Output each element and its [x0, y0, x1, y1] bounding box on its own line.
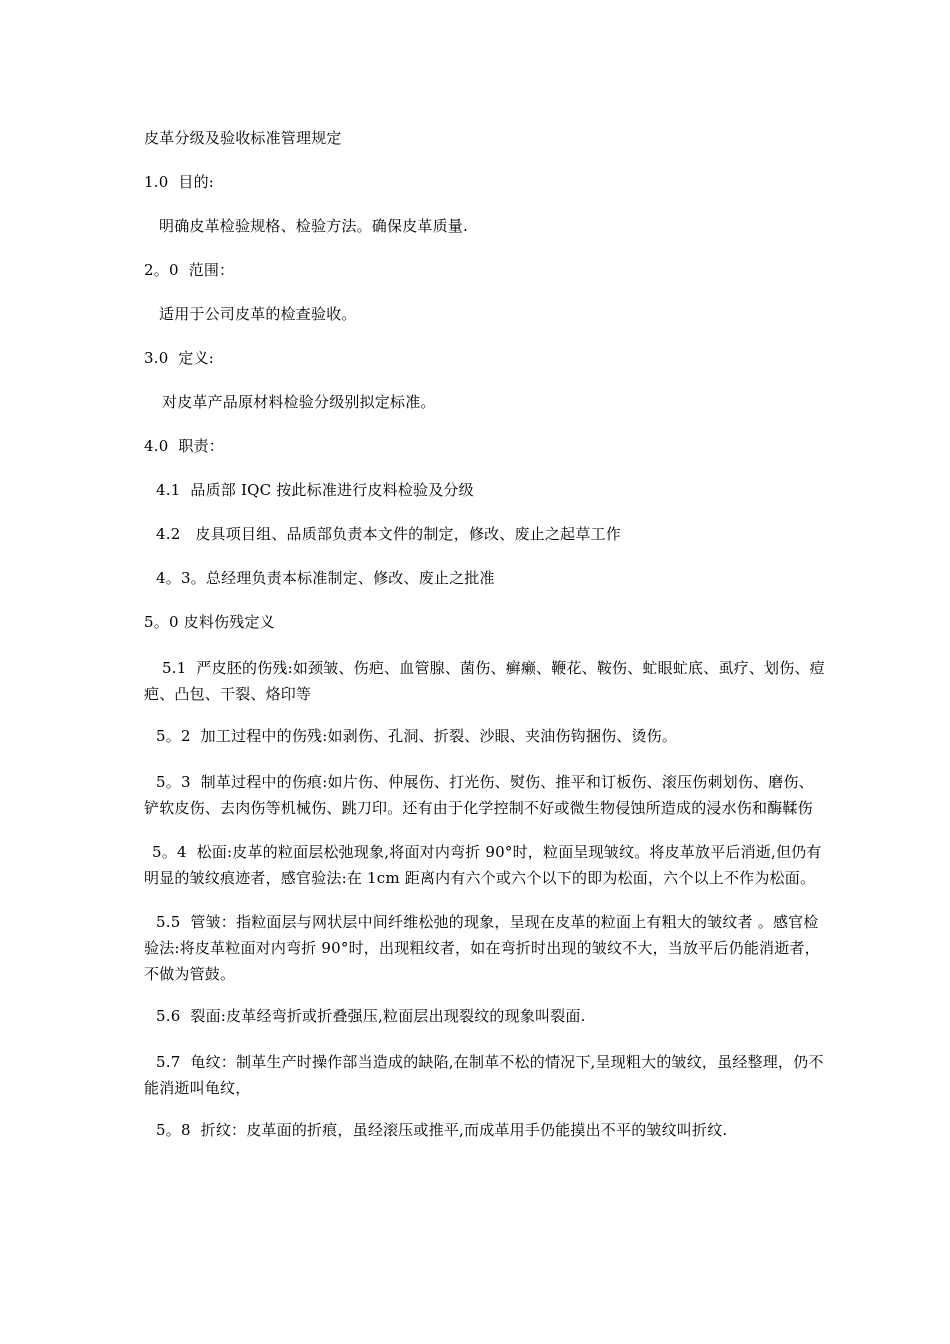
clause-4-1: 4.1 品质部 IQC 按此标准进行皮料检验及分级 — [156, 481, 474, 499]
clause-4-2: 4.2 皮具项目组、品质部负责本文件的制定，修改、废止之起草工作 — [156, 525, 621, 543]
document-body — [144, 127, 828, 1163]
clause-5-1: 5.1 严皮胚的伤残:如颈皱、伤疤、血管腺、菌伤、癣癞、鞭花、鞍伤、虻眼虻底、虱疗、划伤、痘疤、凸包、干裂、烙印等 — [144, 659, 825, 703]
section-heading-purpose: 1.0 目的: — [144, 173, 215, 191]
clause-5-4: 5。4 松面:皮革的粒面层松弛现象,将面对内弯折 90°时，粒面呈现皱纹。将皮革放平后消逝,但仍有明显的皱纹痕迹者，感官验法:在 1cm 距离内有六个或六个以下的即为松面，六个以上不作为松面。 — [144, 843, 822, 887]
section-heading-responsibilities: 4.0 职责： — [144, 437, 224, 455]
section-heading-definition: 3.0 定义: — [144, 349, 215, 367]
clause-5-5: 5.5 管皱：指粒面层与网状层中间纤维松弛的现象，呈现在皮革的粒面上有粗大的皱纹者 。感官检验法:将皮革粒面对内弯折 90°时，出现粗纹者，如在弯折时出现的皱纹不大，当放平后仍能消逝者，不做为管鼓。 — [144, 913, 820, 983]
clause-5-7: 5.7 龟纹：制革生产时操作部当造成的缺陷,在制革不松的情况下,呈现粗大的皱纹，虽经整理，仍不能消逝叫龟纹， — [144, 1053, 824, 1097]
paragraph-scope: 适用于公司皮革的检查验收。 — [159, 305, 357, 323]
paragraph-definition: 对皮革产品原材料检验分级别拟定标准。 — [162, 393, 436, 411]
clause-4-3: 4。3。总经理负责本标准制定、修改、废止之批准 — [156, 569, 495, 587]
clause-5-6: 5.6 裂面:皮革经弯折或折叠强压,粒面层出现裂纹的现象叫裂面. — [156, 1007, 586, 1025]
section-heading-scope: 2。0 范围： — [144, 261, 235, 279]
section-heading-defects: 5。0 皮料伤残定义 — [144, 613, 275, 631]
document-title: 皮革分级及验收标准管理规定 — [144, 129, 342, 147]
clause-5-3: 5。3 制革过程中的伤痕:如片伤、仲展伤、打光伤、熨伤、推平和订板伤、滚压伤刺划伤、磨伤、铲软皮伤、去肉伤等机械伤、跳刀印。还有由于化学控制不好或微生物侵蚀所造成的浸水伤和酶鞣伤 — [144, 773, 814, 817]
clause-5-2: 5。2 加工过程中的伤残:如剥伤、孔洞、折裂、沙眼、夹油伤钩捆伤、烫伤。 — [156, 727, 678, 745]
clause-5-8: 5。8 折纹：皮革面的折痕，虽经滚压或推平,而成革用手仍能摸出不平的皱纹叫折纹. — [156, 1121, 728, 1139]
paragraph-purpose: 明确皮革检验规格、检验方法。确保皮革质量. — [159, 217, 468, 235]
